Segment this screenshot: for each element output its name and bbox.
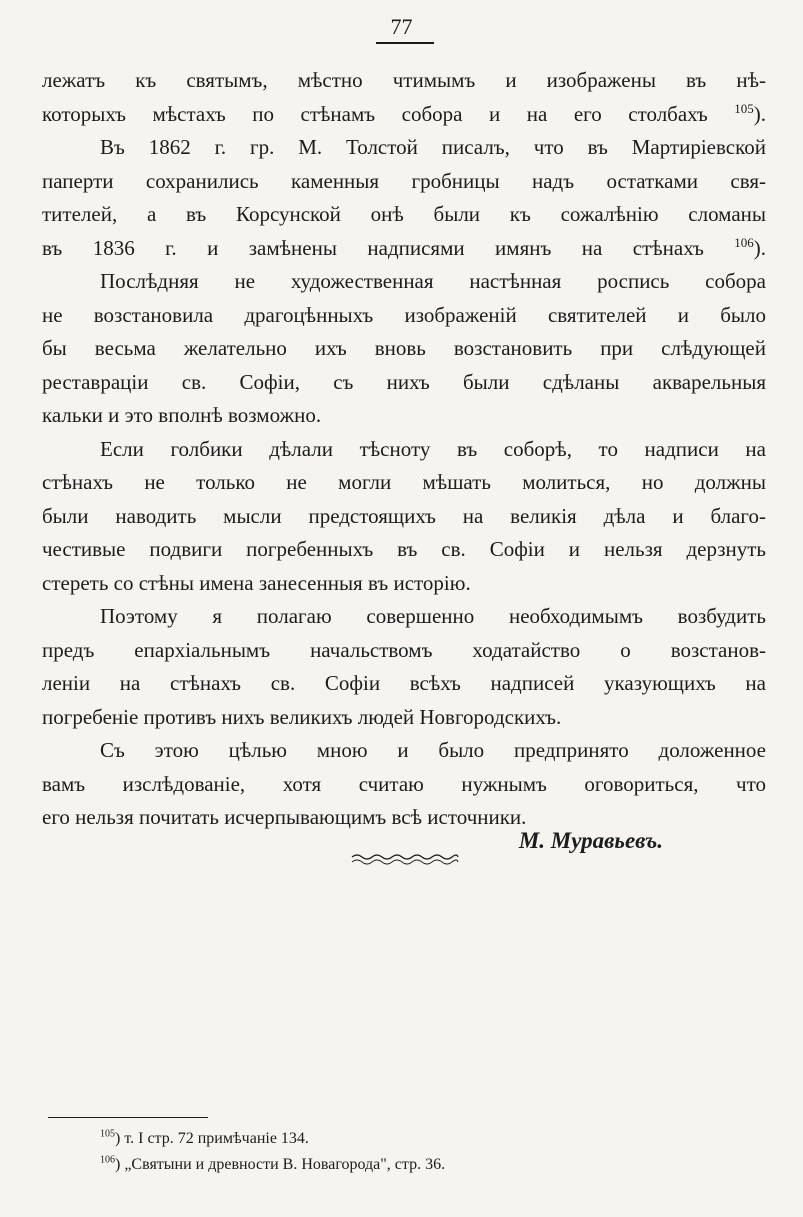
paragraph-2-line-2: паперти сохранились каменныя гробницы надъ остатками свя- xyxy=(42,168,766,193)
paragraph-1-line-2 xyxy=(42,98,766,132)
paragraph-1-tail: ). xyxy=(753,101,766,126)
paragraph-6-line-2: вамъ изслѣдованіе, хотя считаю нужнымъ оговориться, что xyxy=(42,771,766,796)
paragraph-5-line-3: леніи на стѣнахъ св. Софіи всѣхъ надписей указующихъ на xyxy=(42,671,766,695)
footnote-separator xyxy=(48,1117,208,1118)
footnote-ref-105: 105 xyxy=(734,100,754,116)
paragraph-6-line-3: его нельзя почитать исчерпывающимъ всѣ источники. xyxy=(42,805,527,829)
paragraph-3 xyxy=(42,265,766,433)
footnote-106 xyxy=(100,1152,700,1178)
paragraph-5 xyxy=(42,600,766,734)
paragraph-2-tail: ). xyxy=(753,235,767,260)
paragraph-2-line-1: Въ 1862 г. гр. М. Толстой писалъ, что въ Мартиріевской xyxy=(100,135,766,159)
paragraph-4-line-3: были наводить мысли предстоящихъ на великія дѣла и благо- xyxy=(42,503,766,528)
footnote-text: ) т. I стр. 72 примѣчаніе 134. xyxy=(115,1130,309,1147)
paragraph-2 xyxy=(42,131,766,265)
paragraph-3-line-3: бы весьма желательно ихъ вновь возстановить при слѣдующей xyxy=(42,336,766,360)
paragraph-6-line-1: Съ этою цѣлью мною и было предпринято доложенное xyxy=(100,738,766,762)
paragraph-1-line-2-text: которыхъ мѣстахъ по стѣнамъ собора и на его столбахъ xyxy=(42,101,708,126)
wavy-divider-ornament xyxy=(350,852,460,866)
paragraph-2-line-3: тителей, а въ Корсунской онѣ были къ сожалѣнію сломаны xyxy=(42,202,766,226)
paragraph-2-line-4-text: въ 1836 г. и замѣнены надписями имянъ на стѣнахъ xyxy=(42,235,704,260)
page-number: 77 xyxy=(390,14,413,39)
author-signature: М. Муравьевъ. xyxy=(518,828,663,853)
paragraph-4-line-4: честивые подвиги погребенныхъ въ св. Софіи и нельзя дерзнуть xyxy=(42,537,766,561)
page-number-underline xyxy=(376,42,434,44)
paragraph-5-line-1: Поэтому я полагаю совершенно необходимымъ возбудить xyxy=(100,604,766,628)
paragraph-1-line-1: лежатъ къ святымъ, мѣстно чтимымъ и изображены въ нѣ- xyxy=(42,68,766,92)
footnote-105 xyxy=(100,1126,700,1152)
paragraph-4-line-2: стѣнахъ не только не могли мѣшать молиться, но должны xyxy=(42,470,766,494)
paragraph-3-line-5: кальки и это вполнѣ возможно. xyxy=(42,403,322,427)
paragraph-2-line-4 xyxy=(42,232,766,266)
paragraph-1 xyxy=(42,64,766,131)
footnote-number: 105 xyxy=(100,1128,115,1140)
paragraph-4-line-1: Если голбики дѣлали тѣсноту въ соборѣ, то надписи на xyxy=(100,436,766,461)
footnote-number: 106 xyxy=(100,1154,115,1166)
paragraph-3-line-4: реставраціи св. Софіи, съ нихъ были сдѣланы акварельныя xyxy=(42,369,766,394)
body-text xyxy=(42,64,766,835)
paragraph-5-line-4: погребеніе противъ нихъ великихъ людей Новгородскихъ. xyxy=(42,704,562,729)
paragraph-5-line-2: предъ епархіальнымъ начальствомъ ходатайство о возстанов- xyxy=(42,637,766,662)
paragraph-3-line-2: не возстановила драгоцѣнныхъ изображенiй святителей и было xyxy=(42,302,766,327)
paragraph-4 xyxy=(42,433,766,601)
footnote-text: ) „Святыни и древности В. Новагорода", стр. 36. xyxy=(115,1156,446,1173)
footnote-ref-106: 106 xyxy=(734,234,754,250)
paragraph-3-line-1: Послѣдняя не художественная настѣнная роспись собора xyxy=(100,269,766,293)
paragraph-6 xyxy=(42,734,766,835)
footnotes xyxy=(100,1126,700,1178)
paragraph-4-line-5: стереть со стѣны имена занесенныя въ исторію. xyxy=(42,570,471,595)
